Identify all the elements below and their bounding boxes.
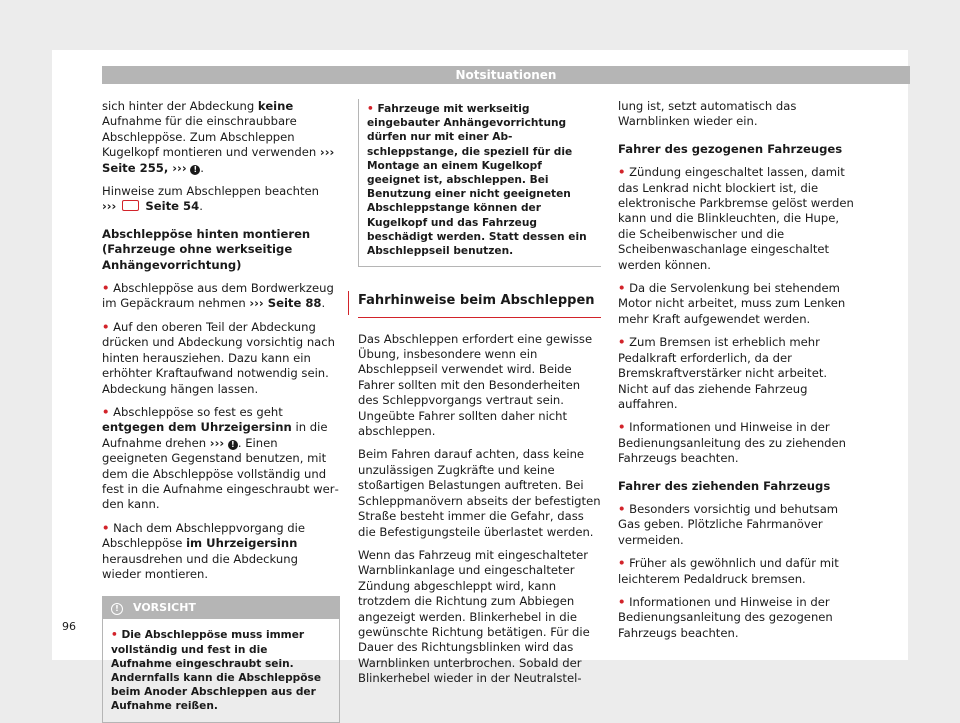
caution-box	[102, 596, 340, 722]
text: Informationen und Hinweise in der Bedienungsanleitung des gezogenen Fahrzeugs beachten.	[618, 594, 833, 640]
text: in die Aufnahme drehen	[102, 420, 328, 450]
caution-header	[103, 597, 339, 619]
text: Besonders vorsichtig und behutsam Gas geben. Plötzliche Fahrmanöver vermeiden.	[618, 501, 839, 547]
section-body	[358, 332, 601, 687]
page-number: 96	[62, 620, 76, 633]
paragraph: Hinweise zum Abschleppen beachten ››› Seite 54.	[102, 184, 320, 214]
text: herausdrehen und die Abdeckung wieder montieren.	[102, 551, 298, 581]
subheading: Fahrer des gezogenen Fahrzeuges	[618, 141, 843, 156]
paragraph: sich hinter der Abdeckung keine Aufnahme für die einschraubbare Abschleppöse. Zum Abschleppen Kugelkopf montieren und verwenden ››› Seite 255, ››› ! .	[102, 99, 335, 175]
column-right	[618, 99, 858, 649]
subheading: Abschleppöse hinten montieren (Fahrzeuge ohne werkseitige Anhängevorrichtung)	[102, 226, 311, 272]
list-item: • Abschleppöse aus dem Bordwerkzeug im Gepäckraum nehmen ››› Seite 88.	[102, 281, 334, 311]
bullet-icon: •	[618, 594, 626, 609]
caution-text: Die Abschleppöse muss immer vollständig und fest in die Aufnahme eingeschraubt sein. Andernfalls kann die Abschleppöse beim Anoder Abschleppen aus der Aufnahme reißen.	[111, 629, 322, 713]
text: Zum Bremsen ist erheblich mehr Pedalkraft erforderlich, da der Bremskraftverstärker nicht arbeitet. Nicht auf das ziehende Fahrzeug auffahren.	[618, 335, 828, 411]
bullet-icon: •	[618, 335, 626, 350]
note-text: Fahrzeuge mit werkseitig eingebauter Anhängevorrichtung dürfen nur mit einer Abschleppstange, die speziell für die Montage an einem Kugelkopf geeignet ist, abschleppen. Bei Benutzung einer nicht geeigneten Abschleppstange können der Kugelkopf und das Fahrzeug beschädigt werden. Statt dessen ein Abschleppseil benutzen.	[367, 103, 587, 258]
text-bold: entgegen dem Uhrzeigersinn	[102, 420, 292, 435]
book-reference-icon	[122, 200, 139, 211]
bullet-icon: •	[618, 165, 626, 180]
text: Abschleppöse so fest es geht	[113, 404, 283, 419]
info-icon: !	[190, 165, 200, 175]
list-item	[618, 595, 858, 641]
list-item	[618, 502, 858, 548]
caution-icon: !	[111, 603, 123, 615]
page-reference-link[interactable]: ››› Seite 255, ›››	[102, 145, 335, 175]
text: Aufnahme für die einschraubbare Abschleppöse. Zum Abschleppen Kugelkopf montieren und verwenden	[102, 114, 320, 160]
list-item	[102, 521, 340, 583]
text-bold: im Uhrzeigersinn	[186, 536, 298, 551]
column-left	[102, 99, 340, 723]
list-item	[618, 420, 858, 466]
text: Nach dem Abschleppvorgang die Abschleppöse	[102, 520, 305, 551]
bullet-icon: •	[618, 501, 626, 516]
manual-page	[52, 50, 908, 713]
text-bold: keine	[257, 99, 294, 113]
caution-body	[103, 619, 339, 721]
bullet-icon: •	[102, 404, 110, 419]
list-item	[102, 320, 340, 397]
section-title-text: Fahrhinweise beim Abschleppen	[358, 293, 595, 309]
warning-note	[358, 99, 601, 267]
bullet-icon: •	[618, 556, 626, 571]
list-item	[618, 281, 858, 327]
bullet-icon: •	[102, 319, 110, 334]
bullet-icon: •	[367, 103, 374, 115]
caution-title: VORSICHT	[133, 601, 196, 615]
page-reference-link[interactable]: ››› Seite 88	[249, 296, 322, 311]
text: Hinweise zum Abschleppen beachten	[102, 184, 320, 199]
column-middle	[358, 99, 601, 695]
list-item	[618, 335, 858, 412]
list-item	[618, 165, 858, 273]
page-reference-link[interactable]: Seite 54	[141, 199, 200, 214]
paragraph: Wenn das Fahrzeug mit eingeschalteter Warnblinkanlage und eingeschalteter Zündung abgeschleppt wird, kann trotzdem die Richtung zum Abbiegen angezeigt werden. Blinkerhebel in die gewünschte Richtung betätigen. Für die Dauer des Richtungsblinken wird das Warnblinken unterbrochen. Sobald der Blinkerhebel wieder in der Neutralstel-	[358, 547, 590, 686]
text: Da die Servolenkung bei stehendem Motor nicht arbeitet, muss zum Lenken mehr Kraft aufgewendet werden.	[618, 281, 846, 326]
text: Früher als gewöhnlich und dafür mit leichterem Pedaldruck bremsen.	[618, 556, 839, 586]
bullet-icon: •	[618, 420, 626, 435]
list-item	[102, 405, 340, 513]
arrow-text: ›››	[102, 199, 121, 214]
reference-arrow[interactable]: ›››	[209, 435, 225, 450]
info-icon: !	[228, 440, 238, 450]
page-header	[102, 66, 910, 84]
subheading: Fahrer des ziehenden Fahrzeugs	[618, 478, 831, 493]
bullet-icon: •	[102, 281, 110, 296]
bullet-icon: •	[102, 520, 110, 535]
text: . Einen geeigneten Gegenstand benutzen, mit dem die Abschleppöse vollständig und fest in die Aufnahme eingeschraubt werden kann.	[102, 435, 339, 512]
text: Zündung eingeschaltet lassen, damit das Lenkrad nicht blockiert ist, die elektronische Parkbremse gelöst werden kann und die Blinkleuchten, die Hupe, die Scheibenwischer und die Scheibenwaschanlage eingeschaltet werden können.	[618, 165, 854, 272]
text: Auf den oberen Teil der Abdeckung drücken und Abdeckung vorsichtig nach hinten herausziehen. Dazu kann ein erhöhter Kraftaufwand notwendig sein. Abdeckung hängen lassen.	[102, 319, 336, 396]
paragraph: Das Abschleppen erfordert eine gewisse Übung, insbesondere wenn ein Abschleppseil verwendet wird. Beide Fahrer sollten mit den Besonderheiten des Schleppvorgangs vertraut sein. Ungeübte Fahrer sollten daher nicht abschleppen.	[358, 331, 593, 439]
page-title: Notsituationen	[455, 68, 557, 82]
bullet-icon: •	[618, 281, 626, 296]
text: Informationen und Hinweise in der Bedienungsanleitung des zu ziehenden Fahrzeugs beachten.	[618, 420, 847, 466]
paragraph: Beim Fahren darauf achten, dass keine unzulässigen Zugkräfte und keine stoßartigen Belastungen auftreten. Bei Schleppmanövern abseits der befestigten Straße besteht immer die Gefahr, dass die Befestigungsteile überlastet werden.	[358, 447, 601, 539]
text: Abschleppöse aus dem Bordwerkzeug im Gepäckraum nehmen	[102, 281, 334, 311]
paragraph: lung ist, setzt automatisch das Warnblinken wieder ein.	[618, 99, 797, 129]
bullet-icon: •	[111, 629, 118, 642]
text: sich hinter der Abdeckung	[102, 99, 258, 113]
list-item	[618, 556, 858, 587]
section-title	[358, 293, 601, 317]
